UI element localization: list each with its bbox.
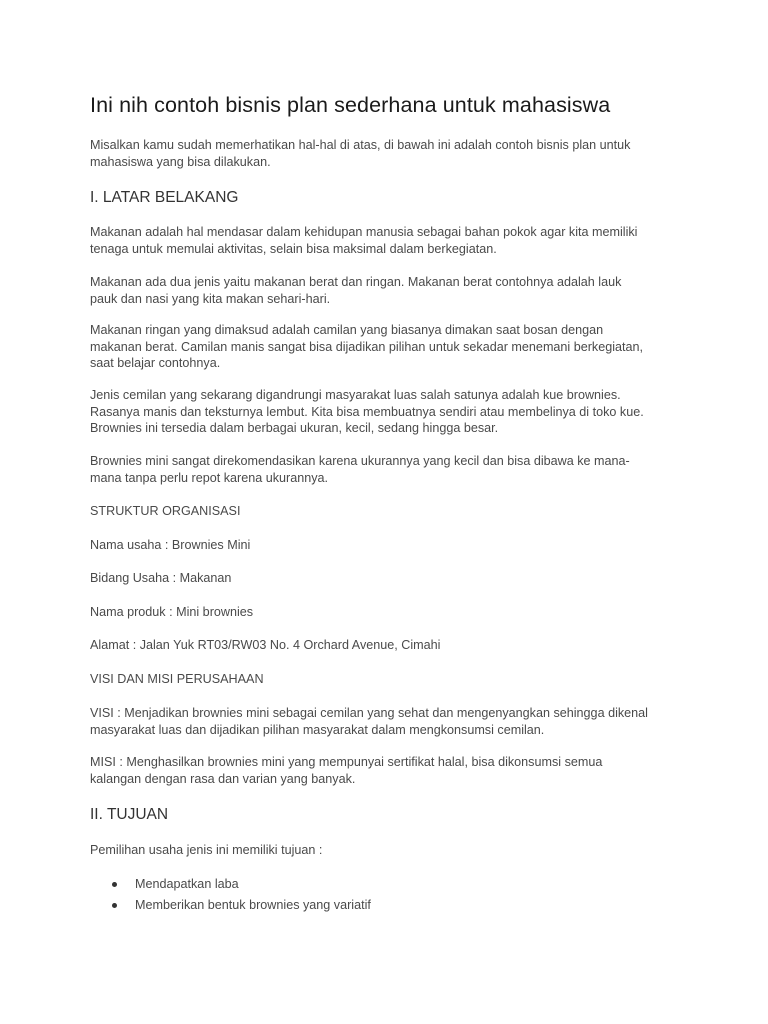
list-item-label: Memberikan bentuk brownies yang variatif xyxy=(135,897,371,912)
paragraph-line: Brownies ini tersedia dalam berbagai ukuran, kecil, sedang hingga besar. xyxy=(90,421,499,436)
paragraph-line: tenaga untuk memulai aktivitas, selain bisa maksimal dalam berkegiatan. xyxy=(90,241,497,256)
paragraph-jenis-cemilan xyxy=(90,387,690,437)
paragraph-makanan-ringan xyxy=(90,322,690,372)
visi-misi-heading: VISI DAN MISI PERUSAHAAN xyxy=(90,672,264,686)
tujuan-intro: Pemilihan usaha jenis ini memiliki tujuan : xyxy=(90,843,323,857)
paragraph-line: Makanan ringan yang dimaksud adalah camilan yang biasanya dimakan saat bosan dengan xyxy=(90,323,604,337)
struktur-organisasi-heading: STRUKTUR ORGANISASI xyxy=(90,504,241,518)
paragraph-line: saat belajar contohnya. xyxy=(90,356,221,371)
paragraph-brownies-mini xyxy=(90,453,690,486)
intro-paragraph xyxy=(90,137,690,170)
bidang-usaha: Bidang Usaha : Makanan xyxy=(90,571,232,585)
paragraph-line: Rasanya manis dan teksturnya lembut. Kita bisa membuatnya sendiri atau membelinya di toko kue. xyxy=(90,404,644,419)
bullet-icon xyxy=(112,903,117,908)
list-item xyxy=(90,876,371,893)
bullet-icon xyxy=(112,882,117,887)
visi-paragraph xyxy=(90,705,690,738)
alamat: Alamat : Jalan Yuk RT03/RW03 No. 4 Orchard Avenue, Cimahi xyxy=(90,638,441,652)
paragraph-line: MISI : Menghasilkan brownies mini yang mempunyai sertifikat halal, bisa dikonsumsi semua xyxy=(90,755,603,769)
paragraph-line: Makanan ada dua jenis yaitu makanan berat dan ringan. Makanan berat contohnya adalah lauk xyxy=(90,275,622,289)
paragraph-line: kalangan dengan rasa dan varian yang banyak. xyxy=(90,771,356,786)
page-title: Ini nih contoh bisnis plan sederhana untuk mahasiswa xyxy=(90,93,611,117)
intro-line: Misalkan kamu sudah memerhatikan hal-hal di atas, di bawah ini adalah contoh bisnis plan untuk xyxy=(90,138,631,152)
paragraph-line: Jenis cemilan yang sekarang digandrungi masyarakat luas salah satunya adalah kue brownies. xyxy=(90,388,621,402)
paragraph-line: pauk dan nasi yang kita makan sehari-hari. xyxy=(90,291,331,306)
nama-produk: Nama produk : Mini brownies xyxy=(90,605,254,619)
misi-paragraph xyxy=(90,754,690,787)
paragraph-line: Makanan adalah hal mendasar dalam kehidupan manusia sebagai bahan pokok agar kita memiliki xyxy=(90,225,638,239)
paragraph-line: VISI : Menjadikan brownies mini sebagai cemilan yang sehat dan mengenyangkan sehingga dikenal xyxy=(90,706,648,720)
paragraph-line: mana tanpa perlu repot karena ukurannya. xyxy=(90,470,329,485)
paragraph-makanan-mendasar xyxy=(90,224,690,257)
paragraph-dua-jenis xyxy=(90,274,690,307)
tujuan-list xyxy=(90,876,371,917)
section-heading-tujuan: II. TUJUAN xyxy=(90,806,169,823)
intro-line: mahasiswa yang bisa dilakukan. xyxy=(90,154,271,169)
list-item-label: Mendapatkan laba xyxy=(135,877,239,891)
paragraph-line: makanan berat. Camilan manis sangat bisa dijadikan pilihan untuk sekadar menemani berkegiatan, xyxy=(90,339,644,354)
nama-usaha: Nama usaha : Brownies Mini xyxy=(90,538,251,552)
list-item xyxy=(90,897,371,914)
section-heading-latar-belakang: I. LATAR BELAKANG xyxy=(90,189,239,206)
paragraph-line: Brownies mini sangat direkomendasikan karena ukurannya yang kecil dan bisa dibawa ke mana- xyxy=(90,454,630,468)
paragraph-line: masyarakat luas dan dijadikan pilihan masyarakat dalam mengkonsumsi cemilan. xyxy=(90,722,545,737)
